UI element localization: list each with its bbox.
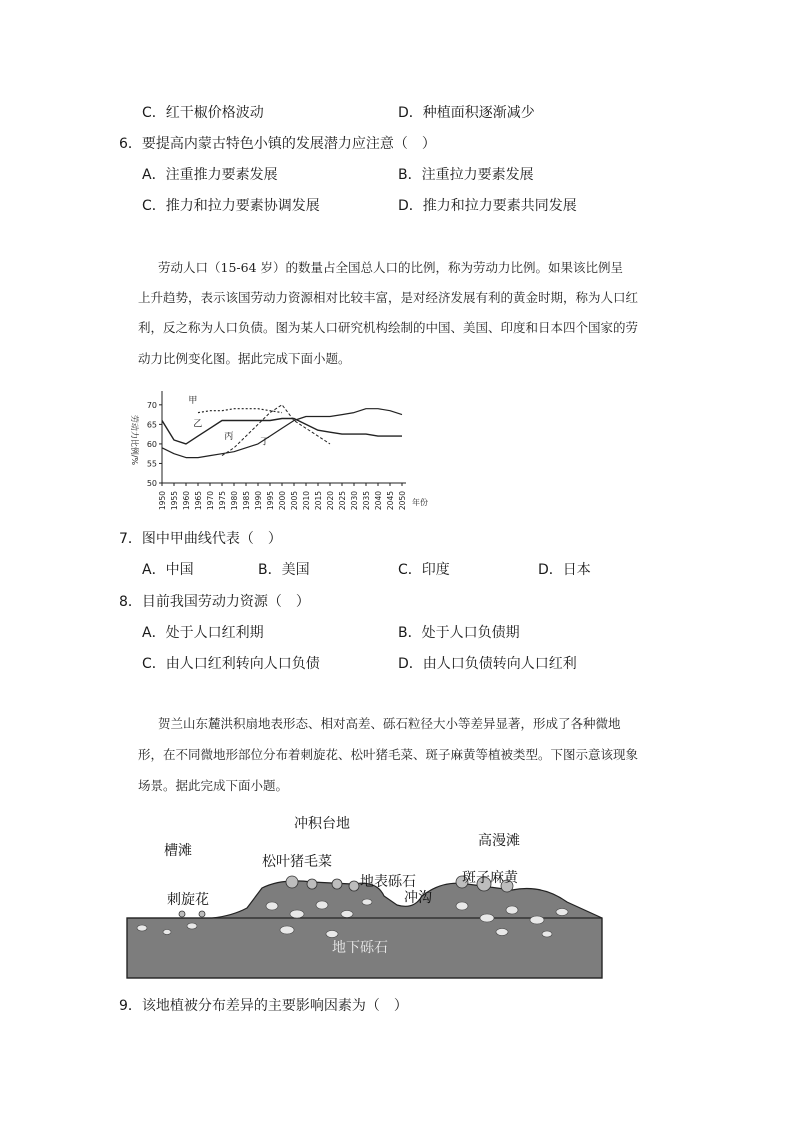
q7-option-b: B．美国 — [258, 562, 310, 578]
gravel-pebble — [266, 902, 278, 910]
x-tick-label: 1965 — [194, 491, 203, 511]
gravel-pebble — [163, 930, 171, 935]
q7-stem: 7．图中甲曲线代表（ ） — [119, 531, 282, 547]
y-tick-label: 70 — [146, 400, 157, 410]
gravel-pebble — [530, 916, 544, 924]
x-tick-label: 1955 — [170, 491, 179, 511]
x-tick-label: 2020 — [326, 491, 335, 511]
gravel-pebble — [316, 901, 328, 909]
passage-line: 劳动人口（15-64 岁）的数量占全国总人口的比例，称为劳动力比例。如果该比例呈 — [158, 260, 624, 275]
series-line-甲 — [198, 409, 282, 413]
q6-option-d: D．推力和拉力要素共同发展 — [398, 198, 577, 214]
x-tick-label: 1975 — [218, 491, 227, 511]
q7-option-c: C．印度 — [398, 562, 450, 578]
passage-line: 场景。据此完成下面小题。 — [138, 778, 289, 793]
x-tick-label: 2000 — [278, 491, 287, 511]
passage-line: 利，反之称为人口负债。图为某人口研究机构绘制的中国、美国、印度和日本四个国家的劳 — [138, 320, 639, 335]
label-dixia: 地下砾石 — [332, 940, 388, 956]
label-cixuan: 刺旋花 — [167, 892, 209, 908]
label-caotan: 槽滩 — [164, 843, 192, 859]
series-label: 丁 — [260, 437, 270, 448]
x-tick-label: 2040 — [374, 491, 383, 511]
q9-stem: 9．该地植被分布差异的主要影响因素为（ ） — [119, 998, 408, 1014]
y-tick-label: 50 — [146, 479, 157, 488]
gravel-pebble — [362, 899, 372, 905]
gravel-pebble — [480, 914, 494, 922]
gravel-pebble — [506, 906, 518, 914]
shrub-cixuan-icon — [179, 911, 185, 917]
gravel-pebble — [496, 929, 508, 936]
q6-option-b: B．注重拉力要素发展 — [398, 167, 534, 183]
q8-option-a: A．处于人口红利期 — [142, 625, 264, 641]
labor-ratio-chart — [120, 385, 440, 520]
y-tick-label: 60 — [146, 439, 157, 449]
gravel-pebble — [542, 931, 552, 937]
label-chonggou: 冲沟 — [404, 890, 432, 906]
shrub-songye-icon — [286, 876, 298, 888]
label-banzi: 斑子麻黄 — [462, 870, 518, 886]
x-tick-label: 1990 — [254, 491, 263, 511]
gravel-pebble — [456, 902, 468, 910]
q8-option-c: C．由人口红利转向人口负债 — [142, 656, 320, 672]
shrub-songye-icon — [349, 881, 359, 891]
passage-line: 上升趋势，表示该国劳动力资源相对比较丰富，是对经济发展有利的黄金时期，称为人口红 — [138, 290, 639, 305]
q6-stem: 6．要提高内蒙古特色小镇的发展潜力应注意（ ） — [119, 136, 436, 152]
label-songye: 松叶猪毛菜 — [262, 854, 332, 870]
x-tick-label: 2030 — [350, 491, 359, 511]
y-tick-label: 55 — [146, 459, 157, 469]
passage-line: 动力比例变化图。据此完成下面小题。 — [138, 351, 351, 366]
q6-option-a: A．注重推力要素发展 — [142, 167, 278, 183]
series-label: 乙 — [193, 419, 203, 430]
x-tick-label: 2050 — [398, 491, 407, 511]
gravel-pebble — [280, 926, 294, 934]
y-axis-label: 劳动力比例/% — [130, 414, 139, 466]
x-tick-label: 1950 — [158, 491, 167, 511]
q8-option-d: D．由人口负债转向人口红利 — [398, 656, 577, 672]
shrub-songye-icon — [307, 879, 317, 889]
passage-line: 贺兰山东麓洪积扇地表形态、相对高差、砾石粒径大小等差异显著，形成了各种微地 — [158, 716, 621, 731]
x-tick-label: 1985 — [242, 491, 251, 511]
x-tick-label: 1995 — [266, 491, 275, 511]
x-tick-label: 2005 — [290, 491, 299, 511]
q7-option-a: A．中国 — [142, 562, 194, 578]
passage-line: 形，在不同微地形部位分布着刺旋花、松叶猪毛菜、斑子麻黄等植被类型。下图示意该现象 — [138, 747, 639, 762]
y-tick-label: 65 — [146, 420, 157, 430]
gravel-pebble — [137, 925, 147, 931]
q8-option-b: B．处于人口负债期 — [398, 625, 520, 641]
label-dibiao: 地表砾石 — [360, 874, 416, 890]
gravel-pebble — [290, 910, 304, 918]
gravel-pebble — [556, 909, 568, 916]
series-label: 甲 — [188, 395, 198, 406]
passage-labor-ratio — [138, 260, 678, 370]
landform-vegetation-diagram — [122, 810, 612, 982]
series-line-丙 — [222, 405, 330, 456]
x-tick-label: 1970 — [206, 491, 215, 511]
q8-stem: 8．目前我国劳动力资源（ ） — [119, 594, 310, 610]
q5-option-d: D．种植面积逐渐减少 — [398, 105, 535, 121]
x-axis-label: 年份 — [412, 498, 428, 507]
gravel-pebble — [341, 911, 353, 918]
x-tick-label: 2025 — [338, 491, 347, 511]
passage-helan-fan — [138, 716, 678, 796]
x-tick-label: 1980 — [230, 491, 239, 511]
x-tick-label: 2015 — [314, 491, 323, 511]
q5-option-c: C．红干椒价格波动 — [142, 105, 264, 121]
x-tick-label: 2010 — [302, 491, 311, 511]
shrub-songye-icon — [332, 879, 342, 889]
x-tick-label: 2035 — [362, 491, 371, 511]
x-tick-label: 2045 — [386, 491, 395, 511]
x-tick-label: 1960 — [182, 491, 191, 511]
q7-option-d: D．日本 — [538, 562, 591, 578]
q6-option-c: C．推力和拉力要素协调发展 — [142, 198, 320, 214]
label-gaoman: 高漫滩 — [478, 833, 520, 849]
gravel-pebble — [187, 923, 197, 929]
gravel-pebble — [326, 931, 338, 938]
series-label: 丙 — [224, 432, 234, 443]
label-chongji: 冲积台地 — [294, 816, 350, 832]
series-line-丁 — [162, 409, 402, 458]
shrub-cixuan-icon — [199, 911, 205, 917]
